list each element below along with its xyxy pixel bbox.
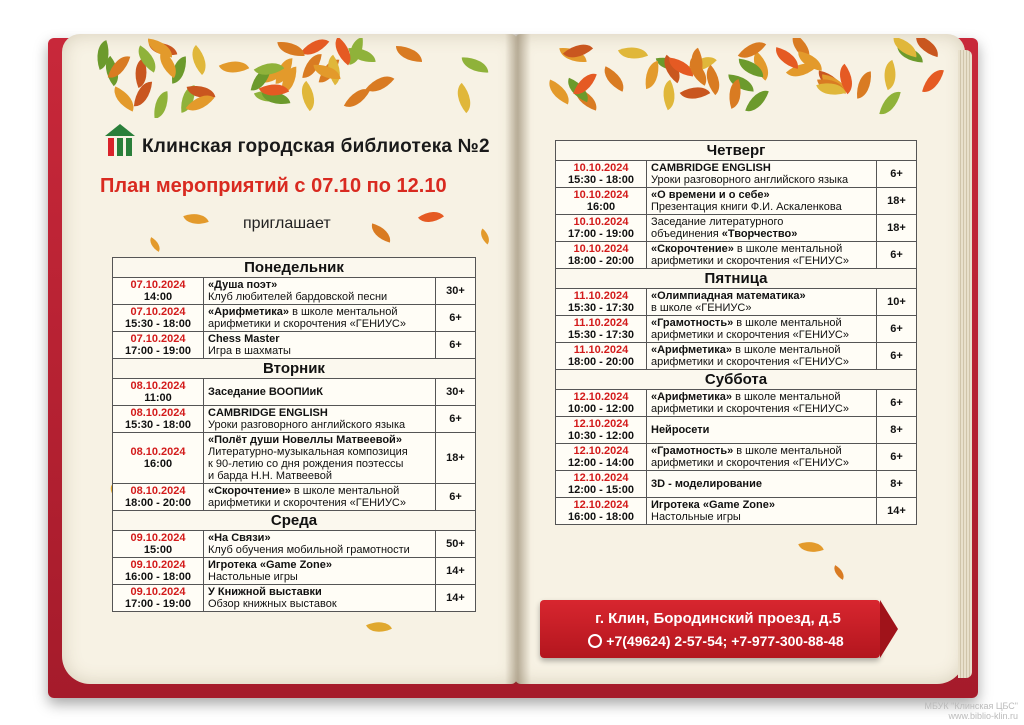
event-title-line: [208, 333, 431, 345]
event-date: 07.10.2024: [130, 306, 186, 318]
age-rating: 18+: [877, 215, 917, 242]
event-title-line: [651, 243, 872, 255]
age-rating: 6+: [436, 484, 476, 511]
event-datetime: [113, 484, 204, 511]
event-date: 10.10.2024: [573, 189, 629, 201]
event-description: [647, 498, 877, 525]
age-rating: 30+: [436, 278, 476, 305]
event-title-line: [651, 162, 872, 174]
event-subtitle: Клуб любителей бардовской песни: [208, 291, 388, 303]
event-name-rest: в школе ментальной: [733, 243, 843, 255]
event-date: 10.10.2024: [573, 243, 629, 255]
event-datetime: [556, 289, 647, 316]
event-name: «Полёт души Новеллы Матвеевой»: [208, 434, 402, 446]
event-subtitle: Заседание литературного: [651, 216, 784, 228]
event-subtitle: Игра в шахматы: [208, 345, 291, 357]
schedule-table-left: [112, 257, 476, 612]
event-subtitle: Обзор книжных выставок: [208, 598, 337, 610]
phones-line: [556, 633, 876, 649]
event-row: [556, 444, 917, 471]
event-date: 10.10.2024: [573, 162, 629, 174]
event-name: «Душа поэт»: [208, 279, 278, 291]
event-subtitle: к 90-летию со дня рождения поэтессы: [208, 458, 404, 470]
event-row: [113, 585, 476, 612]
age-rating: 6+: [877, 390, 917, 417]
event-datetime: [556, 188, 647, 215]
event-name: 3D - моделирование: [651, 478, 762, 490]
book-gutter: [505, 34, 531, 684]
age-rating: 6+: [877, 444, 917, 471]
event-time: 16:00: [586, 201, 616, 213]
event-row: [113, 379, 476, 406]
event-subtitle: арифметики и скорочтения «ГЕНИУС»: [651, 356, 849, 368]
event-description: [647, 390, 877, 417]
event-description: [647, 289, 877, 316]
event-row: [113, 406, 476, 433]
event-description: [204, 433, 436, 484]
event-row: [556, 498, 917, 525]
event-subtitle: Клуб обучения мобильной грамотности: [208, 544, 410, 556]
event-row: [113, 531, 476, 558]
event-row: [556, 188, 917, 215]
address-text: г. Клин, Бородинский проезд, д.5: [595, 610, 841, 627]
event-time: 12:00 - 14:00: [567, 457, 635, 469]
leaf-icon: [879, 88, 900, 117]
day-header-row: [113, 258, 476, 278]
event-datetime: [113, 433, 204, 484]
event-time: 17:00 - 19:00: [124, 598, 192, 610]
event-description: [204, 531, 436, 558]
event-title-line: [208, 532, 431, 544]
event-date: 10.10.2024: [573, 216, 629, 228]
event-datetime: [556, 316, 647, 343]
event-datetime: [113, 332, 204, 359]
day-name: Вторник: [113, 359, 476, 379]
event-datetime: [556, 390, 647, 417]
event-date: 09.10.2024: [130, 532, 186, 544]
leaf-icon: [656, 80, 682, 110]
event-description: [204, 585, 436, 612]
event-description: [204, 558, 436, 585]
event-subtitle: и барда Н.Н. Матвеевой: [208, 470, 333, 482]
event-row: [556, 343, 917, 370]
event-row: [556, 316, 917, 343]
event-row: [113, 305, 476, 332]
age-rating: 10+: [877, 289, 917, 316]
leaf-icon: [218, 54, 248, 80]
age-rating: 14+: [436, 585, 476, 612]
event-datetime: [113, 379, 204, 406]
event-name: «Скорочтение»: [208, 485, 291, 497]
event-date: 07.10.2024: [130, 333, 186, 345]
age-rating: 18+: [436, 433, 476, 484]
event-datetime: [556, 471, 647, 498]
event-row: [556, 242, 917, 269]
event-name: «Грамотность»: [651, 445, 734, 457]
age-rating: 50+: [436, 531, 476, 558]
leaf-icon: [365, 69, 394, 99]
age-rating: 6+: [877, 161, 917, 188]
event-time: 12:00 - 15:00: [567, 484, 635, 496]
age-rating: 6+: [436, 406, 476, 433]
leaf-icon: [277, 40, 304, 58]
day-header-row: [556, 141, 917, 161]
event-date: 11.10.2024: [573, 317, 629, 329]
event-title-line: [651, 344, 872, 356]
event-time: 15:00: [143, 544, 173, 556]
event-name: «Арифметика»: [651, 391, 733, 403]
event-datetime: [113, 531, 204, 558]
leaf-icon: [294, 81, 323, 111]
leaf-icon: [396, 46, 422, 62]
event-name: «На Связи»: [208, 532, 271, 544]
event-description: [204, 484, 436, 511]
event-name: Заседание ВООПИиК: [208, 386, 323, 398]
event-description: [647, 343, 877, 370]
credit-org: МБУК "Клинская ЦБС": [924, 701, 1018, 711]
event-name: «Арифметика»: [208, 306, 290, 318]
event-title-line: [208, 586, 431, 598]
event-date: 12.10.2024: [573, 418, 629, 430]
day-header-row: [113, 511, 476, 531]
event-datetime: [556, 417, 647, 444]
event-description: [647, 188, 877, 215]
age-rating: 8+: [877, 471, 917, 498]
event-datetime: [556, 242, 647, 269]
event-title-line: [651, 290, 872, 302]
event-title-line: [208, 407, 431, 419]
event-date: 11.10.2024: [573, 344, 629, 356]
event-row: [113, 484, 476, 511]
autumn-leaves-right: [525, 38, 950, 118]
event-time: 17:00 - 19:00: [567, 228, 635, 240]
event-row: [113, 433, 476, 484]
event-date: 08.10.2024: [130, 380, 186, 392]
event-subtitle: арифметики и скорочтения «ГЕНИУС»: [651, 457, 849, 469]
event-time: 15:30 - 18:00: [124, 419, 192, 431]
event-name: У Книжной выставки: [208, 586, 322, 598]
event-date: 12.10.2024: [573, 472, 629, 484]
event-title-line: [208, 559, 431, 571]
event-row: [556, 390, 917, 417]
age-rating: 8+: [877, 417, 917, 444]
event-title-line: [651, 424, 872, 436]
event-description: [647, 242, 877, 269]
event-title-line: [651, 391, 872, 403]
event-datetime: [556, 498, 647, 525]
event-subtitle: в школе «ГЕНИУС»: [651, 302, 752, 314]
age-rating: 6+: [436, 332, 476, 359]
event-time: 16:00: [143, 458, 173, 470]
event-description: [204, 379, 436, 406]
event-time: 18:00 - 20:00: [567, 255, 635, 267]
schedule-table-right: [555, 140, 917, 525]
event-name: Игротека «Game Zone»: [651, 499, 775, 511]
event-subtitle: Настольные игры: [651, 511, 741, 523]
event-subtitle: арифметики и скорочтения «ГЕНИУС»: [651, 329, 849, 341]
event-name: CAMBRIDGE ENGLISH: [208, 407, 328, 419]
phone-icon: [588, 634, 602, 648]
leaf-icon: [891, 38, 920, 57]
event-description: [647, 444, 877, 471]
event-description: [204, 278, 436, 305]
event-subtitle: арифметики и скорочтения «ГЕНИУС»: [208, 497, 406, 509]
event-row: [113, 278, 476, 305]
event-subtitle: Уроки разговорного английского языка: [208, 419, 406, 431]
event-subtitle: Презентация книги Ф.И. Аскаленкова: [651, 201, 842, 213]
event-name: Chess Master: [208, 333, 280, 345]
event-date: 09.10.2024: [130, 559, 186, 571]
day-header-row: [556, 269, 917, 289]
contact-banner: [540, 600, 880, 658]
event-name: «Скорочтение»: [651, 243, 734, 255]
event-date: 09.10.2024: [130, 586, 186, 598]
day-name: Пятница: [556, 269, 917, 289]
event-description: [647, 471, 877, 498]
event-title-line: [651, 478, 872, 490]
age-rating: 6+: [877, 242, 917, 269]
event-subtitle: арифметики и скорочтения «ГЕНИУС»: [651, 255, 849, 267]
event-title-line: [208, 434, 431, 446]
event-row: [556, 215, 917, 242]
event-time: 18:00 - 20:00: [124, 497, 192, 509]
event-title-line: [208, 386, 431, 398]
library-title: Клинская городская библиотека №2: [142, 136, 490, 157]
age-rating: 6+: [436, 305, 476, 332]
event-date: 08.10.2024: [130, 446, 186, 458]
event-subtitle: арифметики и скорочтения «ГЕНИУС»: [208, 318, 406, 330]
day-name: Среда: [113, 511, 476, 531]
autumn-leaves-left: [80, 38, 505, 118]
event-name-rest: в школе ментальной: [732, 391, 841, 403]
age-rating: 6+: [877, 316, 917, 343]
event-title-line: [208, 306, 431, 318]
event-datetime: [113, 305, 204, 332]
event-time: 18:00 - 20:00: [567, 356, 635, 368]
day-name: Понедельник: [113, 258, 476, 278]
invite-text: приглашает: [243, 215, 331, 232]
event-date: 08.10.2024: [130, 485, 186, 497]
event-name-rest: в школе ментальной: [732, 344, 841, 356]
event-subtitle: [651, 228, 872, 240]
event-subtitle: Настольные игры: [208, 571, 298, 583]
event-subtitle: Уроки разговорного английского языка: [651, 174, 849, 186]
event-time: 10:00 - 12:00: [567, 403, 635, 415]
event-row: [556, 161, 917, 188]
event-subtitle: арифметики и скорочтения «ГЕНИУС»: [651, 403, 849, 415]
event-time: 11:00: [144, 392, 172, 404]
phones-text: +7(49624) 2-57-54; +7-977-300-88-48: [606, 633, 844, 649]
event-title-line: [208, 485, 431, 497]
plan-title: План мероприятий с 07.10 по 12.10: [100, 175, 447, 197]
event-name: «Грамотность»: [651, 317, 734, 329]
event-datetime: [556, 161, 647, 188]
event-title-line: [651, 317, 872, 329]
library-logo-icon: [105, 124, 135, 156]
event-description: [204, 332, 436, 359]
event-datetime: [113, 406, 204, 433]
event-datetime: [556, 343, 647, 370]
leaf-icon: [449, 83, 478, 113]
day-name: Суббота: [556, 370, 917, 390]
event-name-rest: в школе ментальной: [733, 445, 842, 457]
event-description: [647, 316, 877, 343]
event-name-rest: в школе ментальной: [290, 485, 400, 497]
event-name: «Творчество»: [721, 228, 798, 240]
event-description: [647, 161, 877, 188]
event-description: [204, 305, 436, 332]
event-subtitle: Литературно-музыкальная композиция: [208, 446, 408, 458]
event-description: [204, 406, 436, 433]
event-date: 12.10.2024: [573, 499, 629, 511]
event-time: 16:00 - 18:00: [124, 571, 192, 583]
day-header-row: [556, 370, 917, 390]
event-row: [113, 558, 476, 585]
event-name: «Олимпиадная математика»: [651, 290, 806, 302]
event-name-rest: в школе ментальной: [733, 317, 842, 329]
event-title-line: [651, 189, 872, 201]
event-title-line: [208, 279, 431, 291]
event-name: CAMBRIDGE ENGLISH: [651, 162, 771, 174]
event-title-line: [651, 499, 872, 511]
event-date: 12.10.2024: [573, 445, 629, 457]
event-row: [556, 471, 917, 498]
leaf-icon: [618, 41, 648, 65]
leaf-icon: [184, 45, 213, 75]
event-description: [647, 417, 877, 444]
event-date: 12.10.2024: [573, 391, 629, 403]
day-name: Четверг: [556, 141, 917, 161]
event-row: [556, 417, 917, 444]
event-datetime: [556, 444, 647, 471]
event-subtitle-text: объединения: [651, 228, 722, 240]
age-rating: 30+: [436, 379, 476, 406]
event-datetime: [113, 278, 204, 305]
event-date: 07.10.2024: [130, 279, 186, 291]
event-date: 11.10.2024: [573, 290, 629, 302]
event-name: «О времени и о себе»: [651, 189, 770, 201]
leaf-icon: [855, 71, 873, 98]
leaf-icon: [152, 91, 171, 118]
day-header-row: [113, 359, 476, 379]
event-description: [647, 215, 877, 242]
event-datetime: [113, 585, 204, 612]
event-time: 14:00: [143, 291, 173, 303]
age-rating: 18+: [877, 188, 917, 215]
age-rating: 6+: [877, 343, 917, 370]
leaf-icon: [922, 66, 944, 95]
event-name-rest: в школе ментальной: [289, 306, 398, 318]
event-time: 16:00 - 18:00: [567, 511, 635, 523]
leaf-icon: [599, 67, 629, 92]
event-time: 17:00 - 19:00: [124, 345, 192, 357]
event-datetime: [556, 215, 647, 242]
age-rating: 14+: [436, 558, 476, 585]
event-name: Нейросети: [651, 424, 710, 436]
event-row: [556, 289, 917, 316]
age-rating: 14+: [877, 498, 917, 525]
event-datetime: [113, 558, 204, 585]
event-name: «Арифметика»: [651, 344, 733, 356]
event-title-line: [651, 445, 872, 457]
event-name: Игротека «Game Zone»: [208, 559, 332, 571]
event-row: [113, 332, 476, 359]
event-time: 15:30 - 18:00: [567, 174, 635, 186]
event-time: 15:30 - 17:30: [567, 302, 635, 314]
leaf-icon: [877, 60, 902, 90]
event-time: 15:30 - 18:00: [124, 318, 192, 330]
page-edges: [958, 50, 972, 678]
event-time: 15:30 - 17:30: [567, 329, 635, 341]
event-time: 10:30 - 12:00: [567, 430, 635, 442]
event-date: 08.10.2024: [130, 407, 186, 419]
credit-url: www.biblio-klin.ru: [948, 711, 1018, 721]
leaf-icon: [462, 57, 489, 74]
credit: [924, 701, 1018, 721]
